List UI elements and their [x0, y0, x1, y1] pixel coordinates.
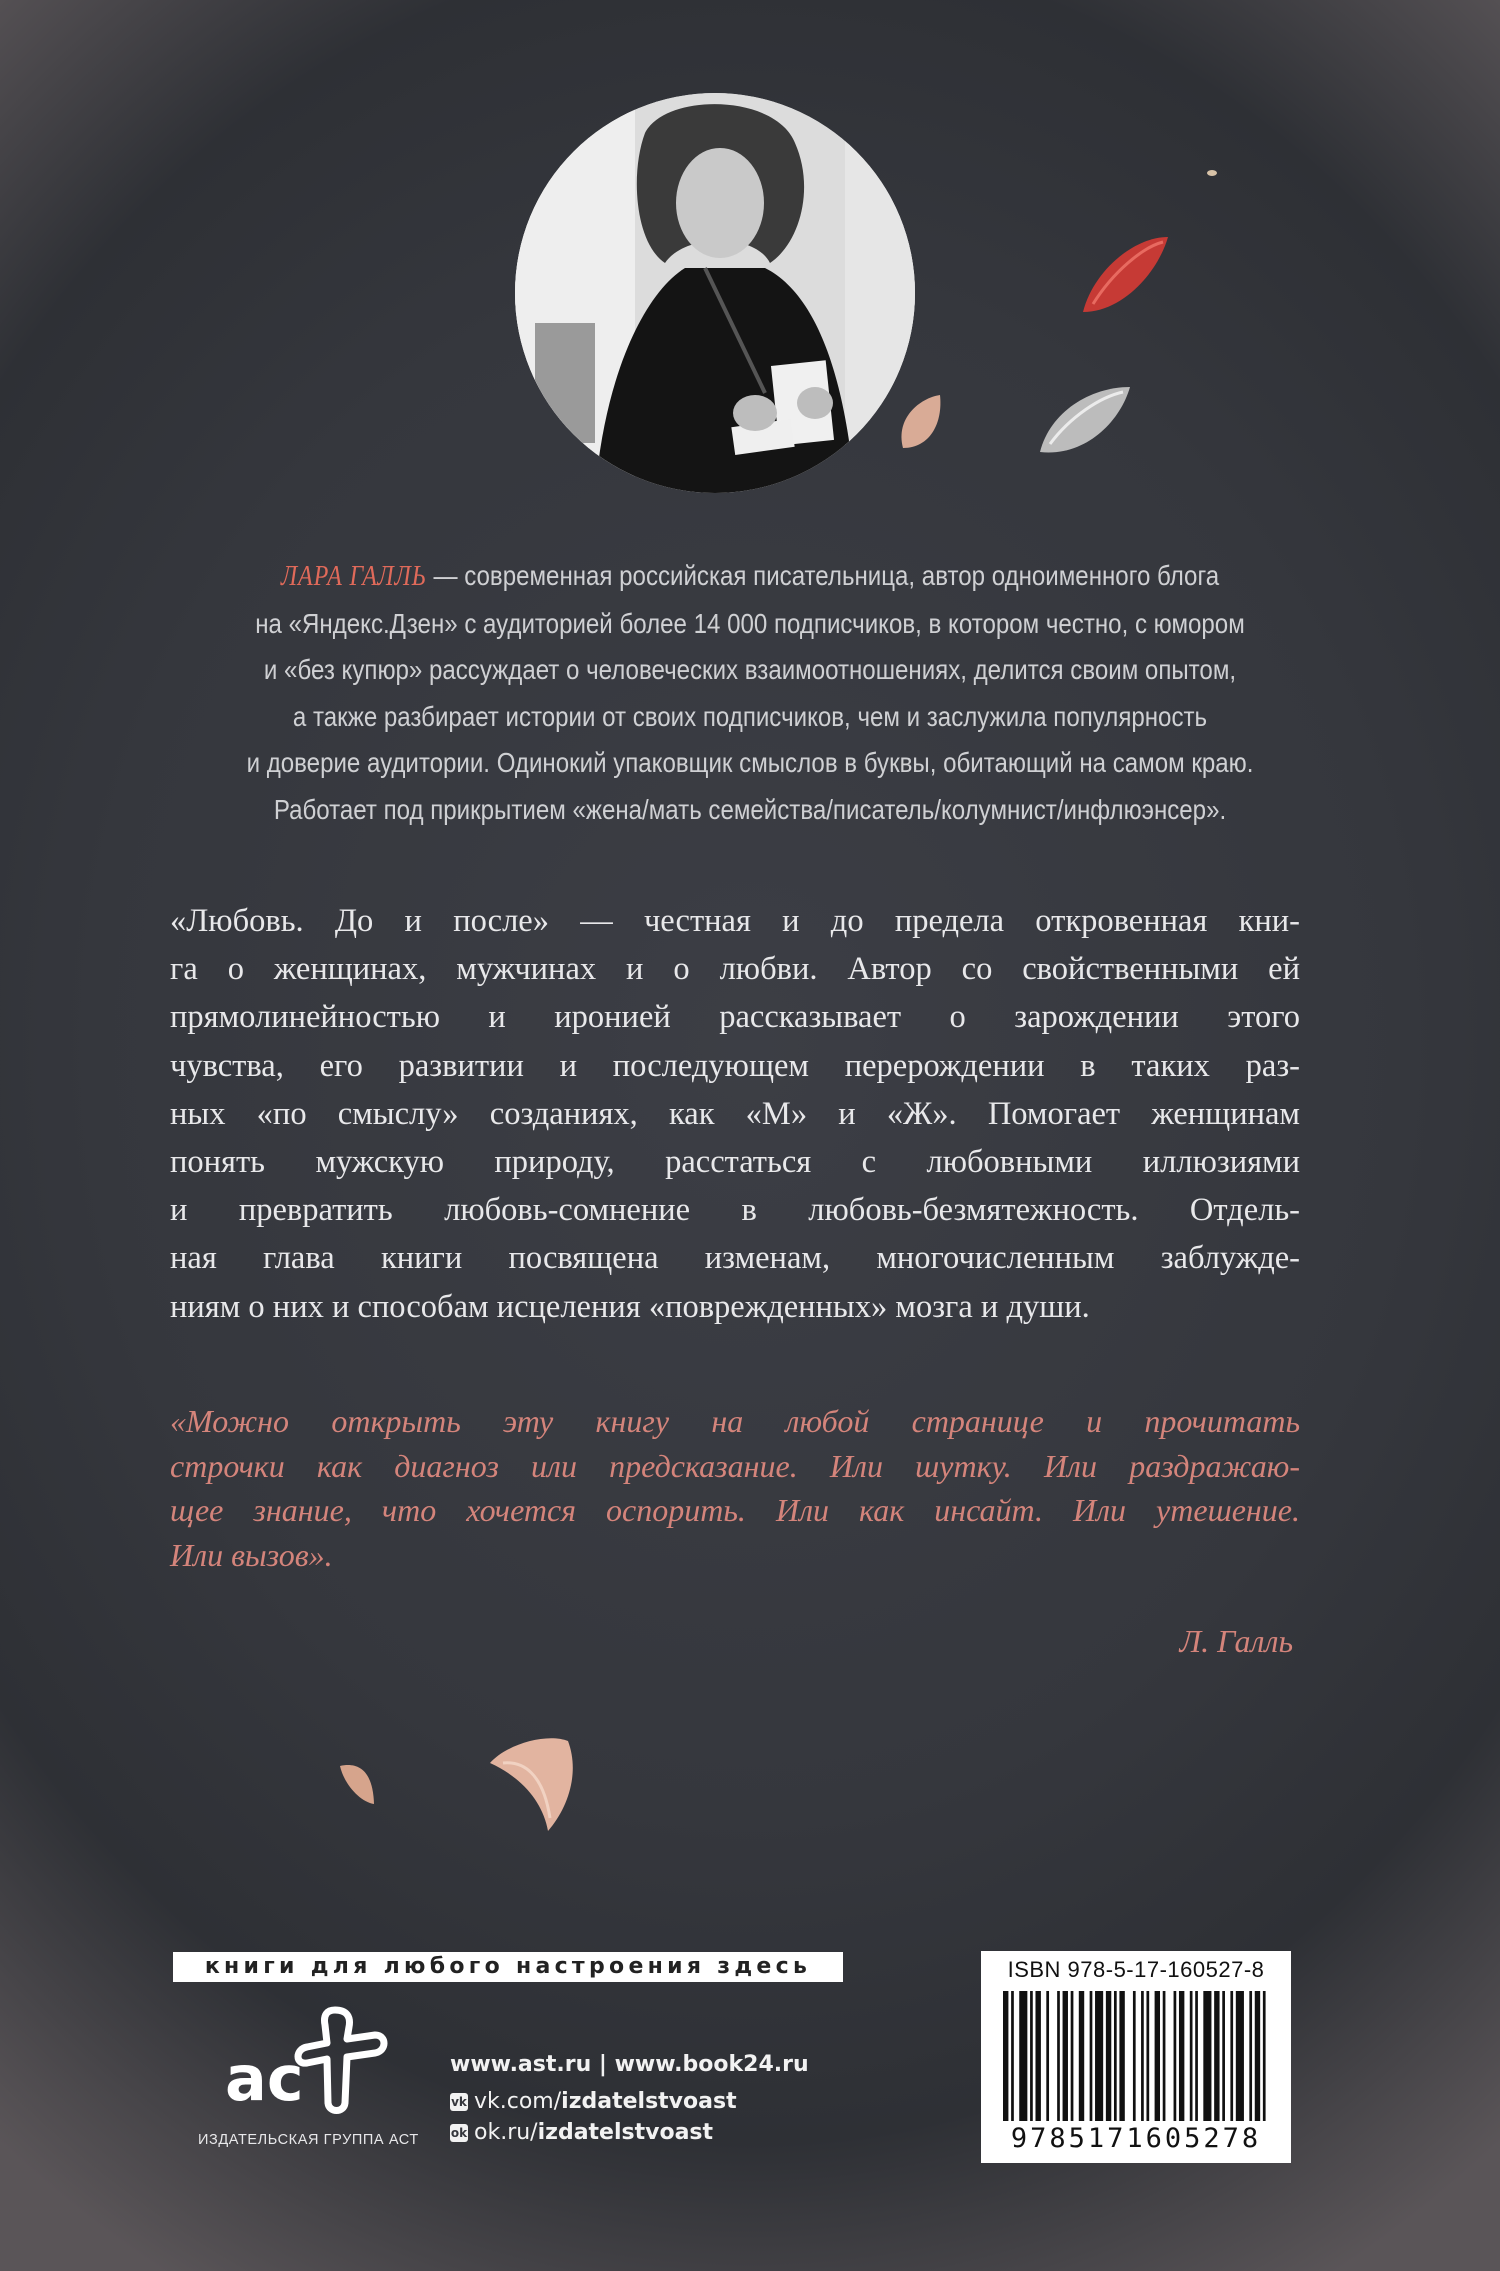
quote-line: строчки как диагноз или предсказание. Или шутку. Или раздражаю- [170, 1447, 1300, 1484]
barcode-bar [1046, 1991, 1049, 2121]
vk-prefix: vk.com/ [474, 2089, 562, 2114]
vk-handle: izdatelstvoast [561, 2089, 737, 2114]
quote-line: щее знание, что хочется оспорить. Или как инсайт. Или утешение. [170, 1492, 1300, 1528]
bio-line: а также разбирает истории от своих подписчиков, чем и заслужила популярность [292, 700, 1208, 732]
bio-line: и доверие аудитории. Одинокий упаковщик смыслов в буквы, обитающий на самом краю. [246, 747, 1254, 778]
bio-line: ЛАРА ГАЛЛЬ — современная российская писательница, автор одноименного блога [280, 560, 1220, 592]
vk-link[interactable] [450, 2089, 809, 2114]
barcode-bar [1079, 1991, 1084, 2121]
barcode-bar [1203, 1991, 1211, 2121]
barcode-icon [1003, 1991, 1271, 2121]
websites-link[interactable]: www.ast.ru | www.book24.ru [450, 2052, 809, 2077]
barcode-bar [1071, 1991, 1074, 2121]
barcode-bar [1195, 1991, 1198, 2121]
ok-prefix: ok.ru/ [474, 2120, 538, 2145]
isbn-label: ISBN 978-5-17-160527-8 [1007, 1957, 1265, 1982]
barcode-bar [1174, 1991, 1177, 2121]
barcode-bar [1011, 1991, 1014, 2121]
barcode-bar [1141, 1991, 1144, 2121]
author-bio [234, 553, 1266, 833]
barcode-bar [1019, 1991, 1027, 2121]
author-quote [170, 1399, 1300, 1577]
silver-petal-icon [1035, 382, 1135, 462]
barcode-bar [1090, 1991, 1093, 2121]
description-line: ных «по смыслу» созданиях, как «М» и «Ж». Помогает женщинам [170, 1095, 1300, 1132]
barcode-bar [1106, 1991, 1111, 2121]
author-name: ЛАРА ГАЛЛЬ [280, 561, 427, 592]
barcode-bar [1263, 1991, 1266, 2121]
small-beige-petal-icon [338, 1762, 378, 1808]
publisher-links [450, 2052, 809, 2145]
barcode-bar [1249, 1991, 1252, 2121]
book-description [170, 897, 1300, 1331]
bio-line: Работает под прикрытием «жена/мать семейства/писатель/колумнист/инфлюэнсер». [273, 793, 1227, 825]
barcode-bar [1190, 1991, 1193, 2121]
barcode-bar [1030, 1991, 1033, 2121]
red-petal-icon [1073, 232, 1173, 322]
barcode-bar [1063, 1991, 1068, 2121]
vk-icon: vk [451, 2094, 467, 2109]
description-line: понять мужскую природу, расстаться с любовными иллюзиями [170, 1144, 1300, 1181]
logo-text: ас [225, 2042, 304, 2115]
quote-line: «Можно открыть эту книгу на любой странице и прочитать [170, 1403, 1300, 1439]
barcode-bar [1222, 1991, 1225, 2121]
barcode-bar [1119, 1991, 1124, 2121]
description-line: и превратить любовь-сомнение в любовь-безмятежность. Отдель- [170, 1192, 1300, 1229]
beige-petal-icon [895, 393, 945, 453]
bio-line: и «без купюр» рассуждает о человеческих взаимоотношениях, делится своим опытом, [263, 654, 1237, 685]
barcode-bar [1095, 1991, 1103, 2121]
barcode-bar [1057, 1991, 1060, 2121]
publisher-caption: ИЗДАТЕЛЬСКАЯ ГРУППА АСТ [198, 2132, 419, 2148]
bio-line: на «Яндекс.Дзен» с аудиторией более 14 000 подписчиков, в котором честно, с юмором [255, 607, 1245, 639]
heart-petal-icon [488, 1733, 578, 1833]
barcode-bar [1114, 1991, 1117, 2121]
barcode-bar [1035, 1991, 1040, 2121]
description-line: ниям о них и способам исцеления «поврежденных» мозга и души. [170, 1288, 1090, 1325]
description-line: чувства, его развитии и последующем перерождении в таких раз- [170, 1047, 1300, 1084]
author-photo [515, 93, 915, 493]
barcode-bar [1146, 1991, 1149, 2121]
barcode-bar [1255, 1991, 1260, 2121]
ok-icon: ok [450, 2125, 468, 2140]
description-line: «Любовь. До и после» — честная и до предела откровенная кни- [170, 903, 1300, 939]
tagline-strip: книги для любого настроения здесь [173, 1952, 843, 1982]
isbn-digits: 9785171605278 [1010, 2123, 1262, 2154]
quote-line: Или вызов». [170, 1536, 333, 1573]
author-photo-illustration [515, 93, 915, 493]
barcode-bar [1179, 1991, 1184, 2121]
ok-link[interactable] [450, 2120, 809, 2145]
barcode-bar [1214, 1991, 1219, 2121]
description-line: га о женщинах, мужчинах и о любви. Автор со свойственными ей [170, 951, 1300, 988]
ast-logo-icon [215, 2005, 395, 2115]
barcode-bar [1236, 1991, 1244, 2121]
description-line: ная глава книги посвящена изменам, многочисленным заблужде- [170, 1240, 1300, 1277]
barcode-bar [1163, 1991, 1166, 2121]
barcode-bar [1230, 1991, 1233, 2121]
description-line: прямолинейностью и иронией рассказывает о зарождении этого [170, 999, 1300, 1036]
ok-handle: izdatelstvoast [537, 2120, 714, 2145]
barcode-bar [1133, 1991, 1136, 2121]
quote-author: Л. Галль [1179, 1623, 1293, 1659]
barcode-bar [1155, 1991, 1160, 2121]
isbn-barcode-box [981, 1951, 1291, 2163]
barcode-bar [1003, 1991, 1008, 2121]
tiny-petal-icon [1205, 166, 1219, 180]
